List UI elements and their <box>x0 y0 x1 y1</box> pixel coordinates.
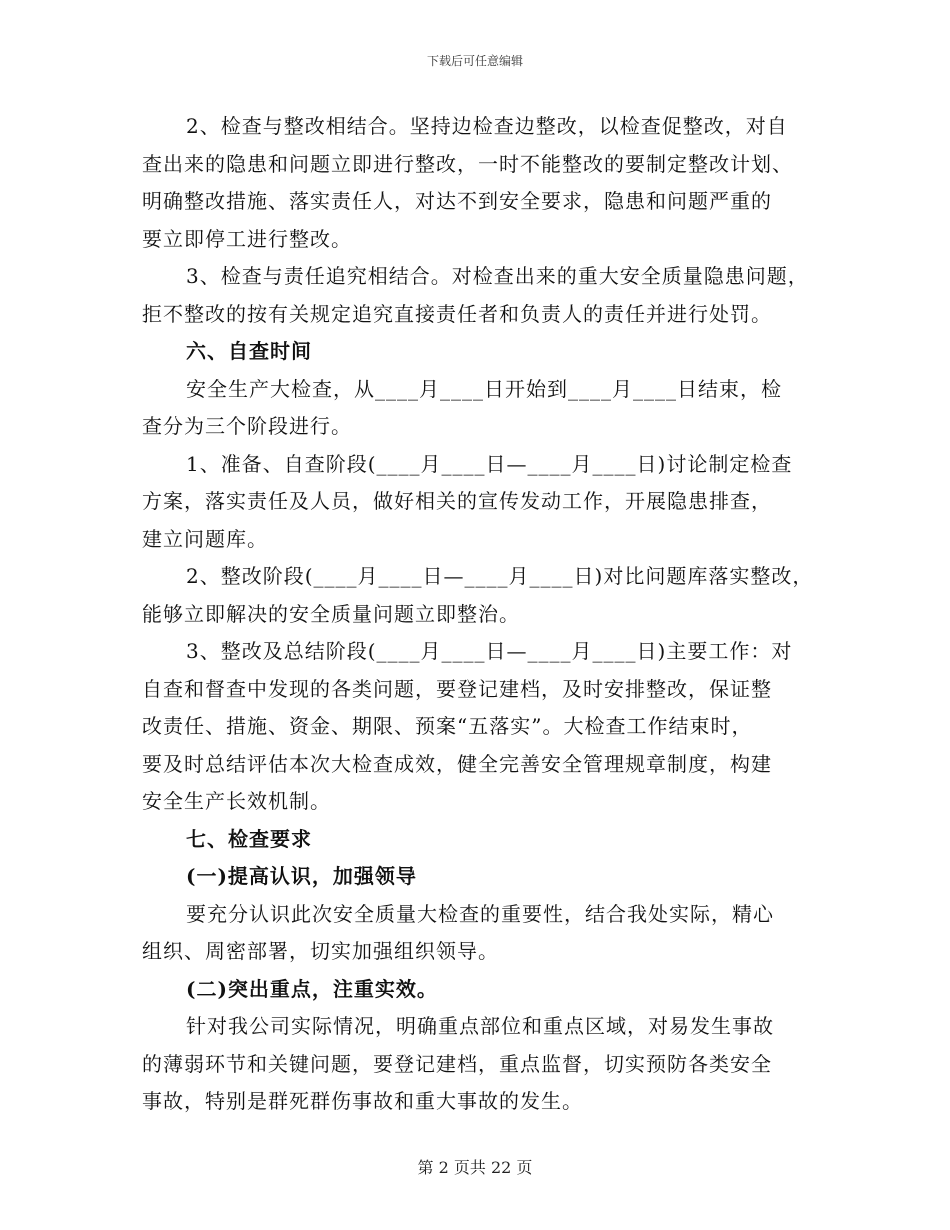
text-line: 要及时总结评估本次大检查成效，健全完善安全管理规章制度，构建 <box>142 751 772 776</box>
document-body <box>142 108 814 1121</box>
text-line: 查出来的隐患和问题立即进行整改，一时不能整改的要制定整改计划、 <box>142 151 793 176</box>
text-line: 要充分认识此次安全质量大检查的重要性，结合我处实际，精心 <box>186 901 774 926</box>
text-line: 建立问题库。 <box>142 526 268 551</box>
text-line: 改责任、措施、资金、期限、预案“五落实”。大检查工作结束时， <box>142 714 753 738</box>
section-heading: 六、自查时间 <box>186 339 312 363</box>
section-heading: 七、检查要求 <box>186 826 312 851</box>
text-line: 要立即停工进行整改。 <box>142 226 352 251</box>
subsection-heading: (二)突出重点，注重实效。 <box>186 976 438 1001</box>
text-line: 安全生产长效机制。 <box>142 789 331 813</box>
text-line: 3、整改及总结阶段(____月____日—____月____日)主要工作：对 <box>186 639 793 663</box>
text-line: 自查和督查中发现的各类问题，要登记建档，及时安排整改，保证整 <box>142 676 772 701</box>
text-line: 组织、周密部署，切实加强组织领导。 <box>142 939 499 963</box>
text-line: 2、检查与整改相结合。坚持边检查边整改，以检查促整改，对自 <box>186 114 788 138</box>
text-line: 的薄弱环节和关键问题，要登记建档，重点监督，切实预防各类安全 <box>142 1051 772 1076</box>
text-line: 事故，特别是群死群伤事故和重大事故的发生。 <box>142 1089 583 1113</box>
text-line: 1、准备、自查阶段(____月____日—____月____日)讨论制定检查 <box>186 451 793 476</box>
text-line: 能够立即解决的安全质量问题立即整治。 <box>142 601 520 626</box>
page-header: 下载后可任意编辑 <box>426 54 523 68</box>
page-footer: 第 2 页共 22 页 <box>417 1158 533 1177</box>
text-line: 安全生产大检查，从____月____日开始到____月____日结束，检 <box>186 376 782 401</box>
text-line: 拒不整改的按有关规定追究直接责任者和负责人的责任并进行处罚。 <box>142 301 772 326</box>
text-line: 2、整改阶段(____月____日—____月____日)对比问题库落实整改， <box>186 564 814 588</box>
text-line: 3、检查与责任追究相结合。对检查出来的重大安全质量隐患问题， <box>186 264 809 288</box>
text-line: 方案，落实责任及人员，做好相关的宣传发动工作，开展隐患排查， <box>142 489 772 513</box>
text-line: 针对我公司实际情况，明确重点部位和重点区域，对易发生事故 <box>186 1014 774 1038</box>
text-line: 查分为三个阶段进行。 <box>142 414 352 438</box>
text-line: 明确整改措施、落实责任人，对达不到安全要求，隐患和问题严重的 <box>142 189 772 213</box>
subsection-heading: (一)提高认识，加强领导 <box>186 864 417 888</box>
